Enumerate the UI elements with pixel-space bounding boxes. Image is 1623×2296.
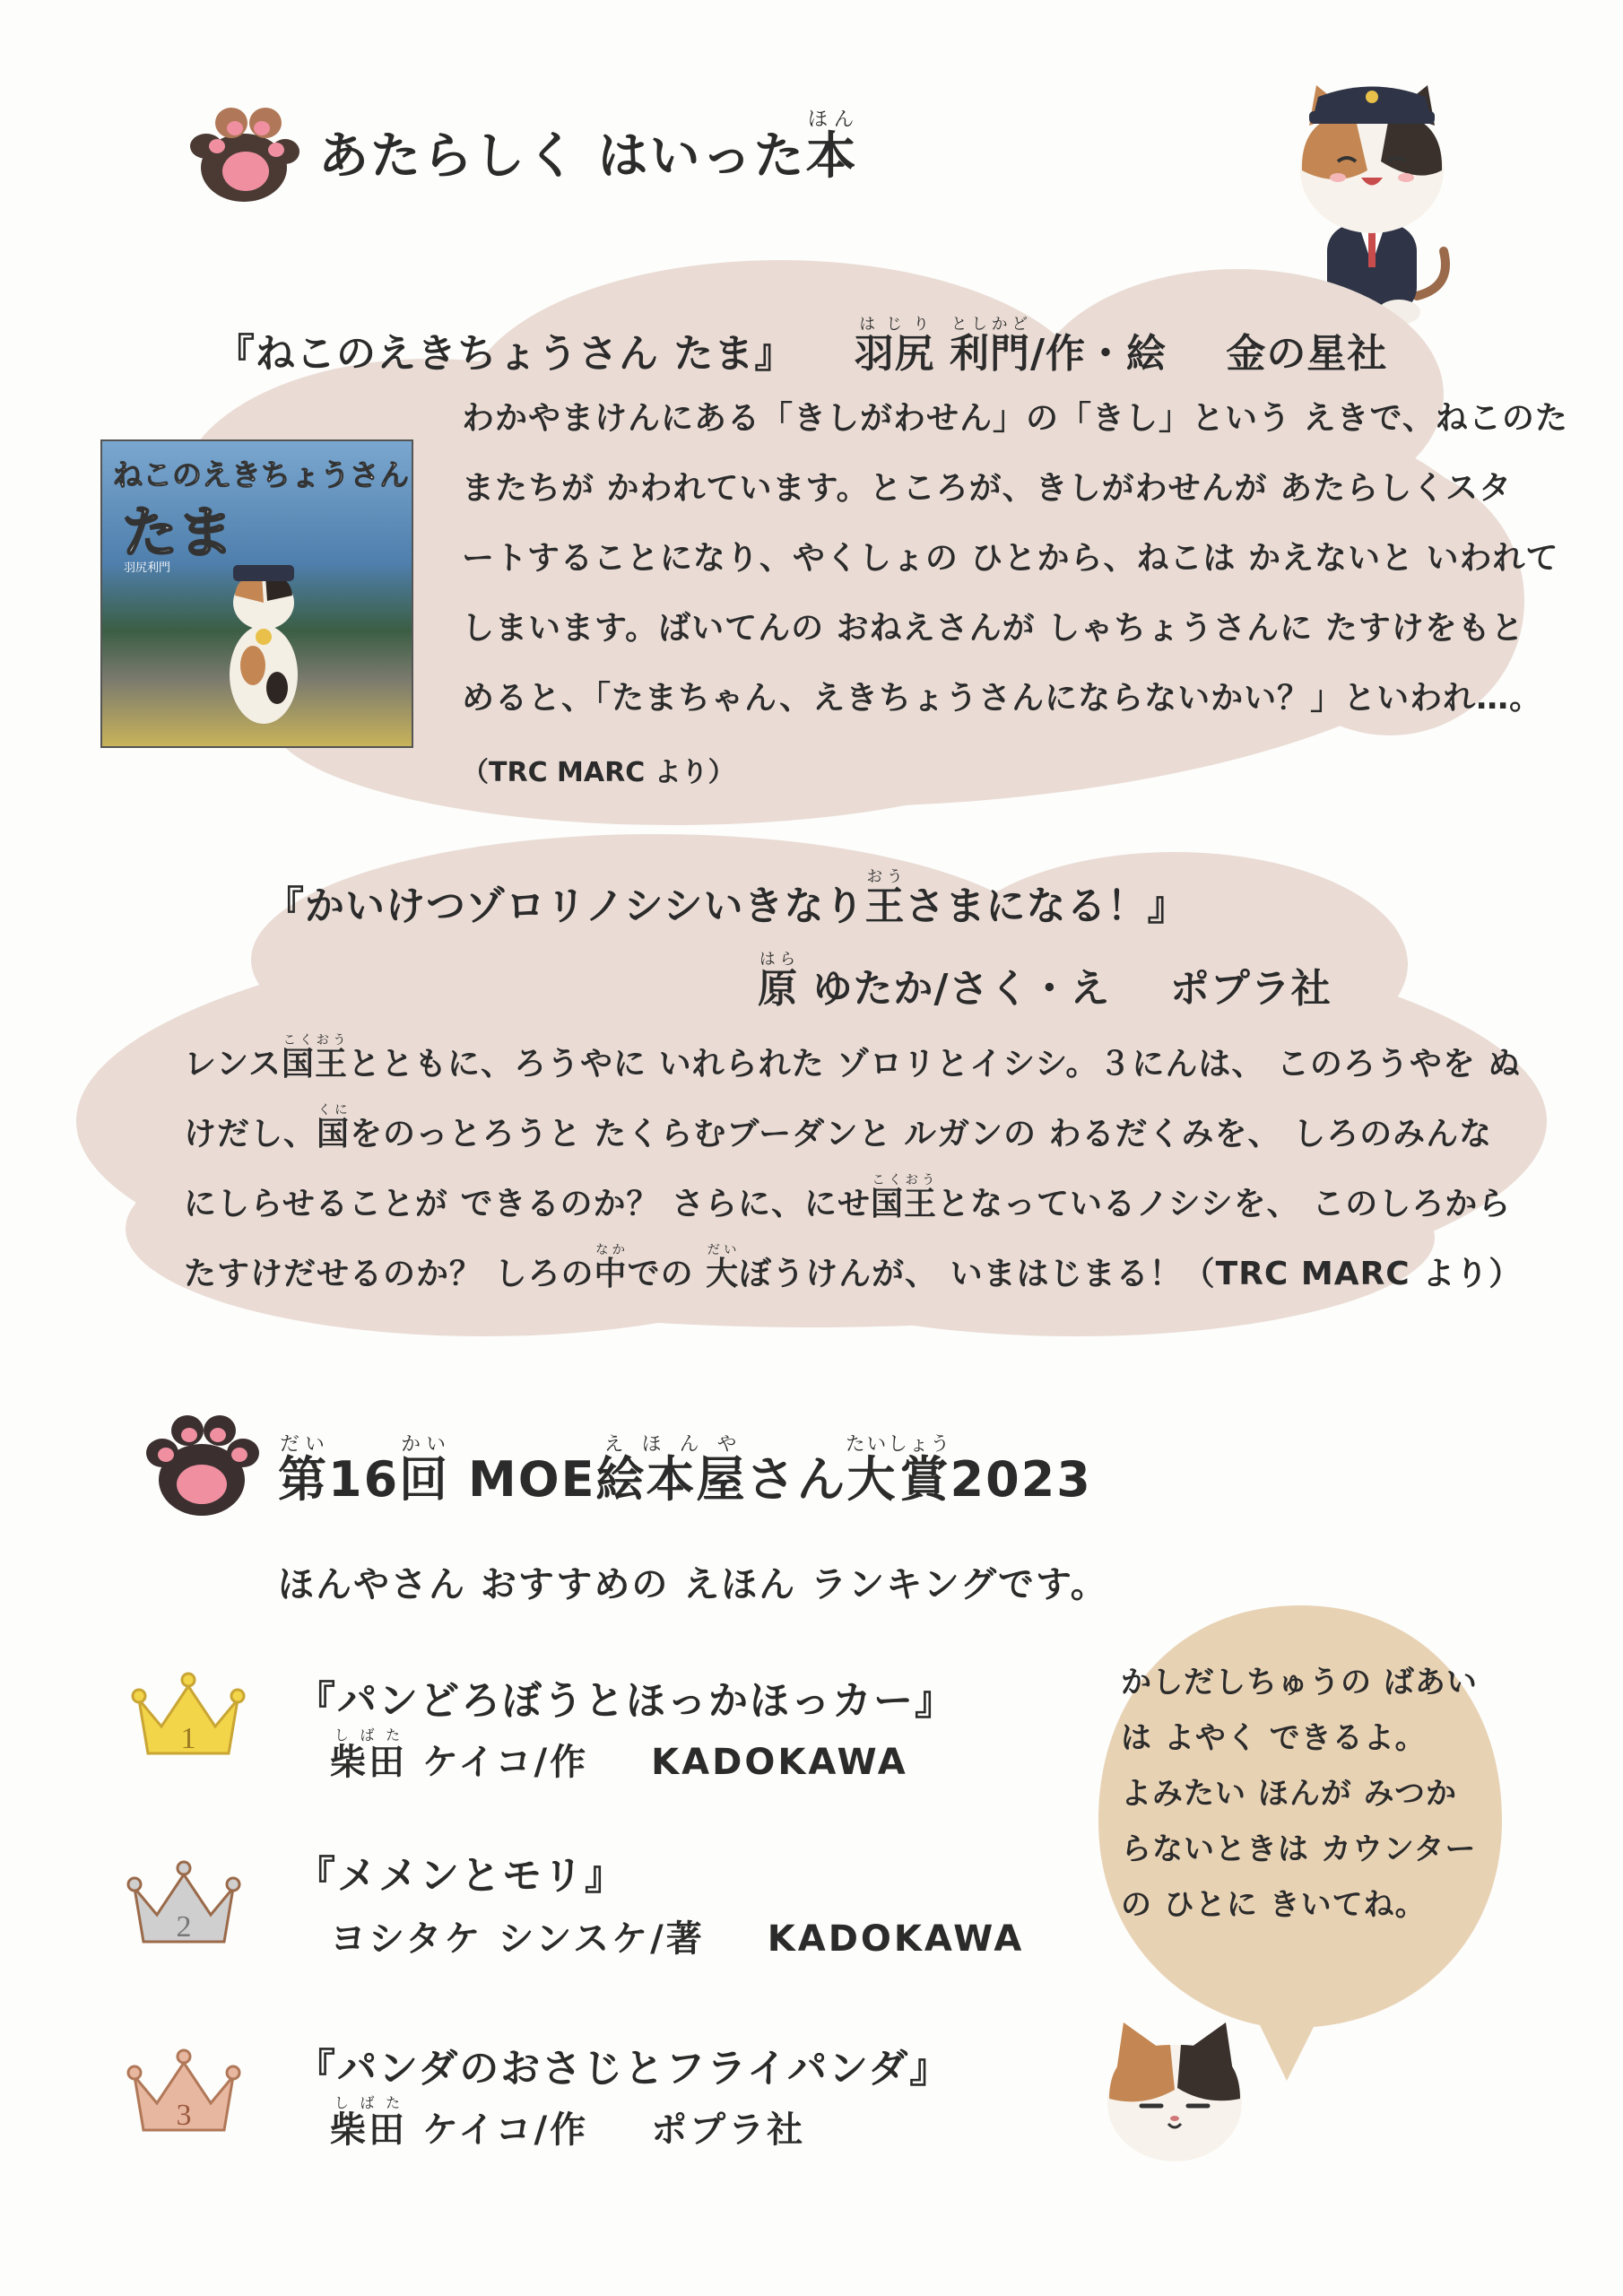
rank1-publisher: KADOKAWA [651,1742,908,1783]
bubble-line: よみたい ほんが みつか [1121,1776,1457,1812]
section2-subtitle: ほんやさん おすすめの えほん ランキングです。 [278,1564,1108,1605]
book1-source: （TRC MARC より） [462,757,735,788]
rank-number: 3 [176,2099,192,2132]
book1-cover-title-line1: ねこのえきちょうさん [113,457,409,492]
book1-publisher: 金の星社 [1226,331,1388,377]
crown-icon [121,2040,247,2139]
rank2-author-line: ヨシタケ シンスケ/著 KADOKAWA [330,1918,1025,1960]
book1-line: ートすることになり、やくしょの ひとから、ねこは かえないと いわれて [462,540,1559,577]
book2-author-line [758,951,1332,1013]
rank-number: 2 [176,1910,192,1944]
book2-description [184,1030,1522,1309]
book1-title-line [215,316,1387,378]
rank2-publisher: KADOKAWA [767,1918,1025,1960]
rank3-title: 『パンダのおさじとフライパンダ』 [296,2046,951,2092]
cover-cat-illustration [210,531,317,728]
book2-title: 『かいけつゾロリノシシいきなり王おうさまになる！』 [265,868,1188,929]
bubble-line: かしだしちゅうの ばあい [1121,1665,1478,1700]
rank3-author-line: 柴田しばた ケイコ/作 ポプラ社 [330,2094,806,2151]
paw-icon [179,103,314,206]
book1-description [462,384,1568,734]
rank3-publisher: ポプラ社 [651,2109,806,2151]
book1-cover-author: 羽尻利門 [124,561,171,575]
bubble-line: は よやく できるよ。 [1121,1720,1427,1756]
book1-cover-title-line2: たま [122,500,234,565]
crown-icon [121,1852,247,1951]
book1-title: 『ねこのえきちょうさん たま』 [215,331,795,377]
rank-number: 1 [180,1722,196,1755]
book2-line: にしらせることが できるのか？ さらに、にせ国王こくおうとなっているノシシを、 このしろから [184,1173,1512,1222]
bubble-line: の ひとに きいてね。 [1121,1887,1427,1923]
book1-line: わかやまけんにある「きしがわせん」の「きし」という えきで、ねこのた [462,400,1568,437]
book1-cover[interactable] [100,439,413,748]
book2-line: レンス国王こくおうとともに、ろうやに いれられた ゾロリとイシシ。３にんは、 このろうやを ぬ [184,1033,1522,1083]
book1-line: しまいます。ばいてんの おねえさんが しゃちょうさんに たすけをもと [462,610,1524,647]
book1-author: 羽尻はじり 利門としかど/作・絵 [854,316,1167,377]
rank1-author-line: 柴田しばた ケイコ/作 KADOKAWA [330,1726,908,1783]
section-title-new-books: あたらしく はいった本ほん [318,108,858,186]
section-title-moe-award: 第だい16回かい MOE絵本屋えほんやさん大賞たいしょう2023 [278,1433,1092,1508]
paw-icon [139,1413,265,1520]
book2-line: けだし、国くにをのっとろうと たくらむブーダンと ルガンの わるだくみを、 しろのみんな [184,1103,1493,1152]
speech-bubble-text [1121,1655,1478,1933]
crown-icon [126,1664,251,1762]
book2-publisher: ポプラ社 [1169,966,1332,1012]
rank2-title: 『メメンとモリ』 [296,1853,626,1899]
bubble-line: らないときは カウンター [1121,1831,1477,1867]
rank1-title: 『パンどろぼうとほっかほっカー』 [296,1678,956,1724]
book1-line: またちが かわれています。ところが、きしがわせんが あたらしくスタ [462,470,1513,507]
book1-line: めると、「たまちゃん、えきちょうさんにならないかい？」といわれ…。 [462,680,1543,717]
book2-line: たすけだせるのか？ しろの中なかでの 大だいぼうけんが、 いまはじまる！（TRC MARC より） [184,1243,1523,1292]
cat-face-icon [1098,2018,1251,2166]
book2-author: 原はら ゆたか/さく・え [758,951,1111,1012]
